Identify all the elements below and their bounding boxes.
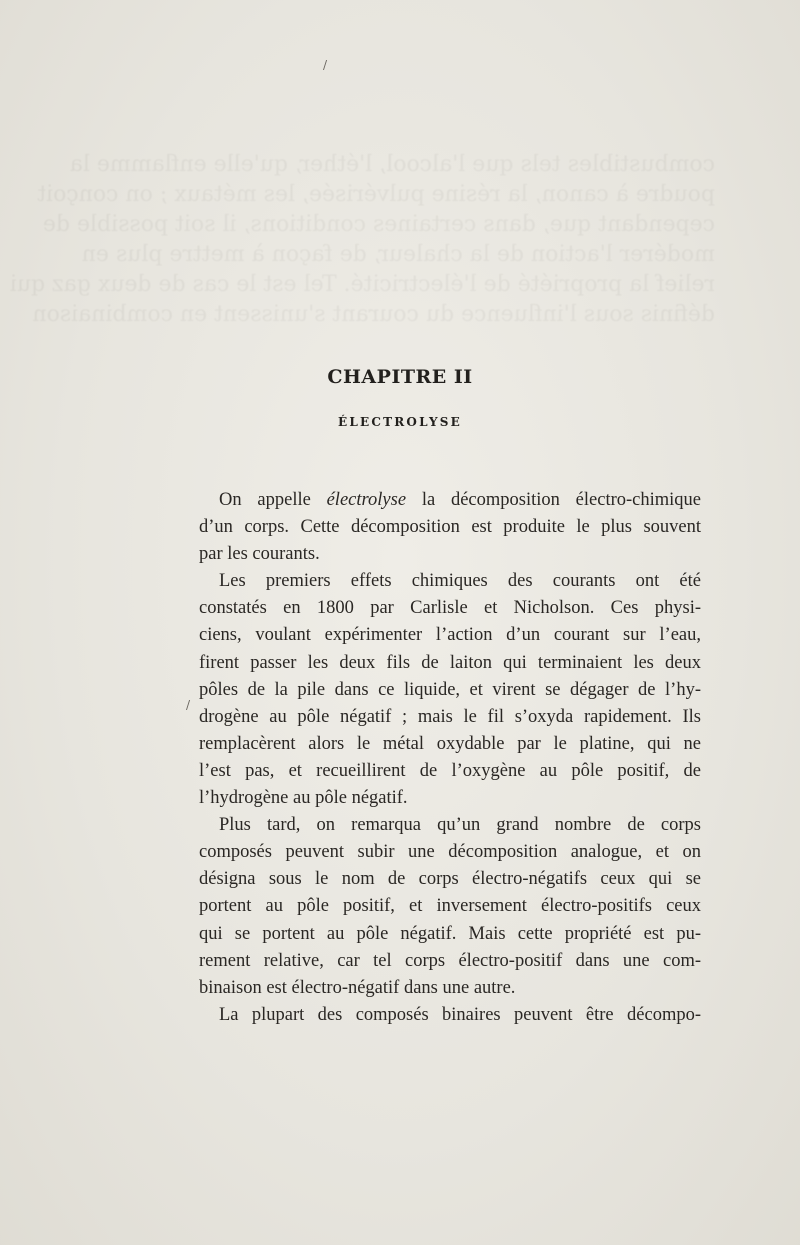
text-line: rement relative, car tel corps électro-positif dans une com- [199,950,701,971]
text-line: l’hydrogène au pôle négatif. [199,788,408,809]
page-mark: / [323,58,328,72]
text-line: par les courants. [199,544,320,565]
show-through-text: combustibles tels que l'alcool, l'éther, qu'elle enflamme la poudre à canon, la résine pulvérisée, les métaux ; on conçoit cependant que, dans certaines conditions, il soit possible de modérer l'action de la chaleur, de façon à mettre plus en relief la propriété de l'électricité. Tel est le cas de deux gaz qui définis sous l'influence du courant s'unissent en combinaison [9,152,715,327]
chapter-title: CHAPITRE II [327,366,473,388]
text-line: composés peuvent subir une décomposition analogue, et on [199,842,701,863]
text-line: l’est pas, et recueillirent de l’oxygène au pôle positif, de [199,760,701,781]
text-line: ciens, voulant expérimenter l’action d’un courant sur l’eau, [199,625,701,646]
text-line: On appelle électrolyse la décomposition électro-chimique [219,490,701,510]
section-title: ÉLECTROLYSE [338,415,462,429]
text-line: constatés en 1800 par Carlisle et Nicholson. Ces physi- [199,598,701,619]
text-line: binaison est électro-négatif dans une autre. [199,977,516,998]
text-line: d’un corps. Cette décomposition est produite le plus souvent [199,517,701,538]
page-mark: / [186,698,191,712]
text-line: Les premiers effets chimiques des courants ont été [219,571,701,592]
text-line: firent passer les deux fils de laiton qui terminaient les deux [199,652,701,673]
text-line: Plus tard, on remarqua qu’un grand nombre de corps [219,815,701,836]
body-text [199,487,701,1029]
text-line: portent au pôle positif, et inversement électro-positifs ceux [199,896,701,917]
text-line: désigna sous le nom de corps électro-négatifs ceux qui se [199,869,701,890]
text-line: remplacèrent alors le métal oxydable par le platine, qui ne [199,733,701,754]
text-line: drogène au pôle négatif ; mais le fil s’oxyda rapidement. Ils [199,706,701,727]
text-line: La plupart des composés binaires peuvent être décompo- [219,1004,701,1025]
italic-term: électrolyse [326,490,407,510]
text-line: qui se portent au pôle négatif. Mais cette propriété est pu- [199,923,701,944]
text-line: pôles de la pile dans ce liquide, et virent se dégager de l’hy- [199,679,701,700]
